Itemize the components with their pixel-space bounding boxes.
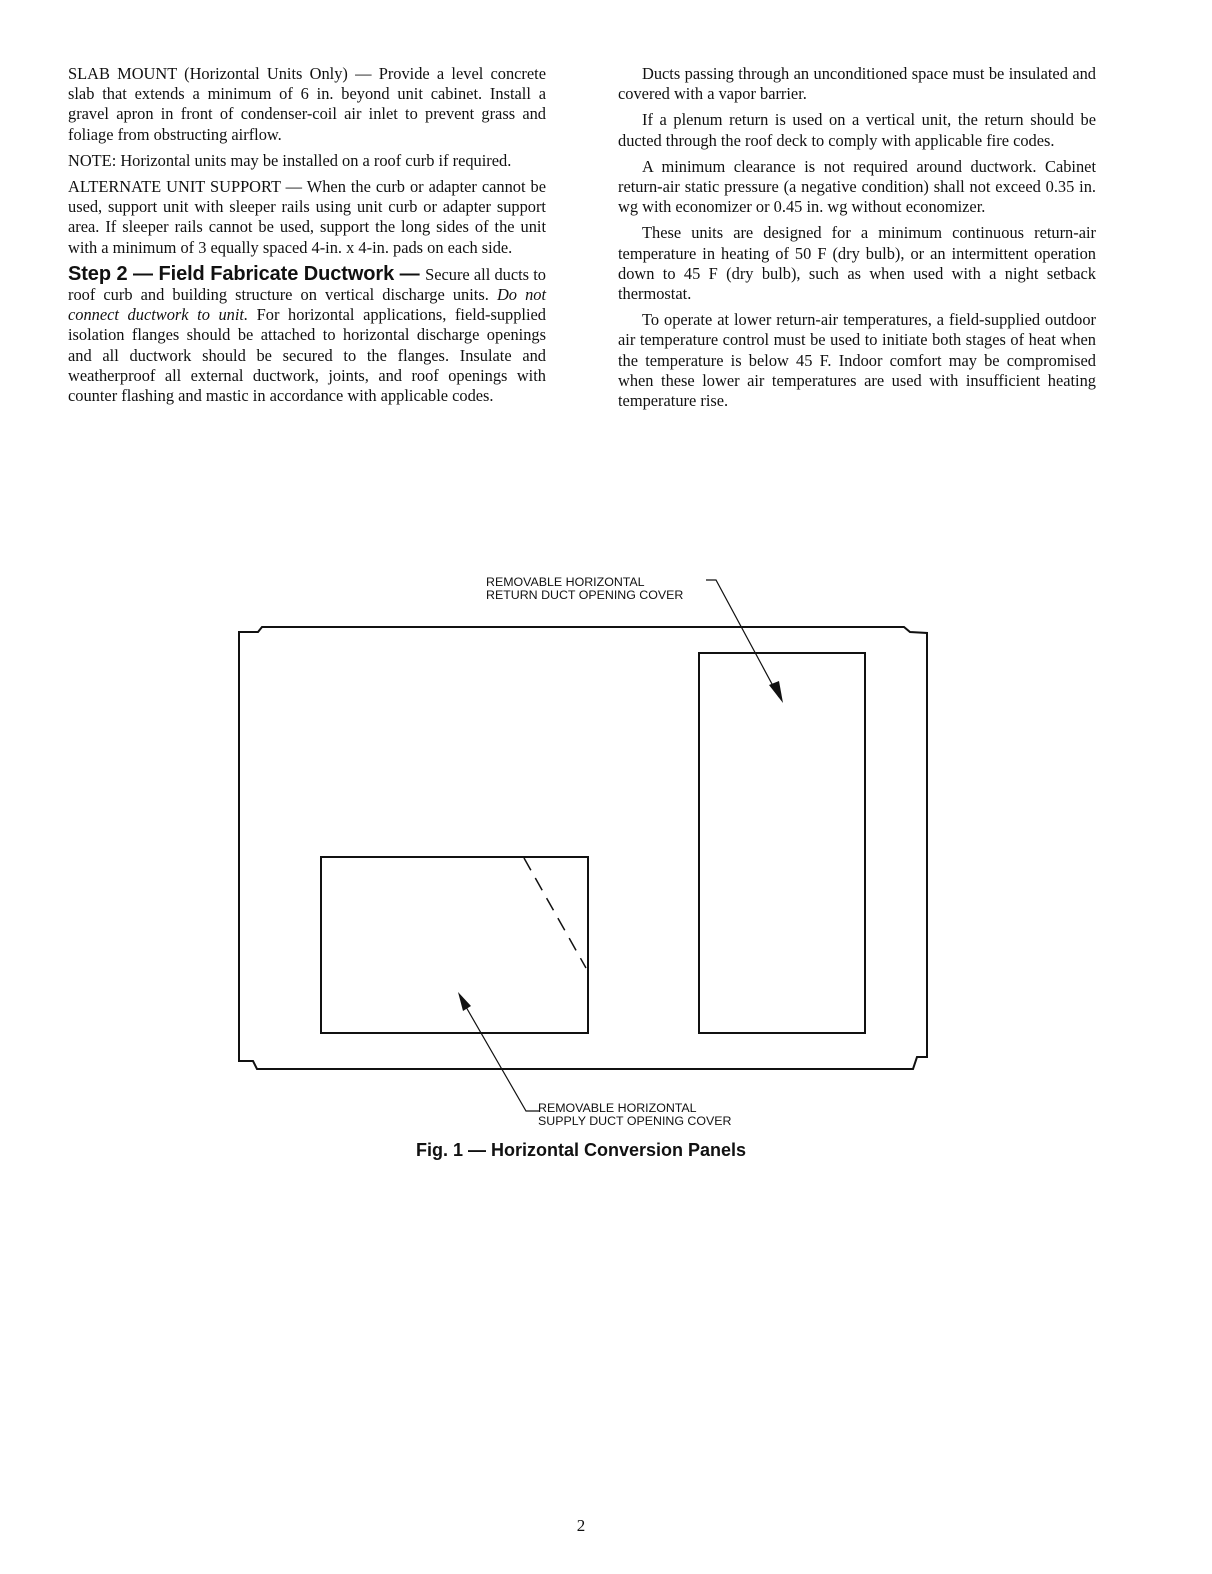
supply-duct-callout xyxy=(538,1102,731,1128)
supply-arrowhead xyxy=(458,992,471,1011)
return-leader-line xyxy=(706,580,779,697)
slab-mount-text: Provide a level concrete slab that extends a minimum of 6 in. beyond unit cabinet. Install a gravel apron in front of condenser-coil air inlet to prevent grass and foliage from obstructing airflow. xyxy=(68,64,546,144)
supply-duct-cover-panel xyxy=(321,857,588,1033)
unit-outline xyxy=(239,627,927,1069)
step2-text-2: For horizontal applications, field-supplied isolation flanges should be attached to horizontal discharge openings and all ductwork should be secured to the flanges. Insulate and weatherproof all external ductwork, joints, and roof openings with counter flashing and mastic in accordance with applicable codes. xyxy=(68,305,546,406)
figure-caption: Fig. 1 — Horizontal Conversion Panels xyxy=(415,1140,747,1160)
supply-leader-line xyxy=(462,1000,540,1111)
step2-heading: Step 2 — Field Fabricate Ductwork — xyxy=(68,262,426,285)
alternate-support-text: When the curb or adapter cannot be used, support unit with sleeper rails using unit curb or adapter support area. If sleeper rails cannot be used, support the long sides of the unit with a minimum of 3 equally spaced 4-in. x 4-in. pads on each side. xyxy=(68,177,546,257)
return-arrowhead xyxy=(769,681,783,703)
return-callout-line-1: REMOVABLE HORIZONTAL xyxy=(486,575,645,589)
right-paragraph-4: These units are designed for a minimum continuous return-air temperature in heating of 50 F (dry bulb), or an intermittent operation down to 45 F (dry bulb), such as when used with a night setback thermostat. xyxy=(618,223,1096,304)
return-callout-line-2: RETURN DUCT OPENING COVER xyxy=(486,588,684,602)
note-paragraph: NOTE: Horizontal units may be installed on a roof curb if required. xyxy=(68,150,512,170)
step2-italic-warning: Do not connect ductwork to unit. xyxy=(68,285,547,325)
step2-text-1: Secure all ducts to roof curb and building structure on vertical discharge units. xyxy=(68,264,546,305)
alternate-support-lead: ALTERNATE UNIT SUPPORT — xyxy=(68,177,307,197)
supply-callout-line-1: REMOVABLE HORIZONTAL xyxy=(538,1101,697,1115)
supply-panel-dashed-line xyxy=(524,858,586,968)
right-paragraph-3: A minimum clearance is not required around ductwork. Cabinet return-air static pressure (a negative condition) shall not exceed 0.35 in. wg with economizer or 0.45 in. wg without economizer. xyxy=(618,156,1096,217)
right-paragraph-1: Ducts passing through an unconditioned space must be insulated and covered with a vapor barrier. xyxy=(618,64,1096,104)
right-paragraph-5: To operate at lower return-air temperatures, a field-supplied outdoor air temperature control must be used to initiate both stages of heat when the temperature is below 45 F. Indoor comfort may be compromised when these lower air temperatures are used with insufficient heating temperature rise. xyxy=(618,310,1096,411)
slab-mount-lead: SLAB MOUNT (Horizontal Units Only) — xyxy=(68,64,379,83)
supply-callout-line-2: SUPPLY DUCT OPENING COVER xyxy=(538,1114,732,1128)
page-number: 2 xyxy=(576,1516,586,1535)
right-paragraph-2: If a plenum return is used on a vertical unit, the return should be ducted through the roof deck to comply with applicable fire codes. xyxy=(618,110,1096,150)
return-duct-cover-panel xyxy=(699,653,865,1033)
return-duct-callout xyxy=(486,576,683,602)
